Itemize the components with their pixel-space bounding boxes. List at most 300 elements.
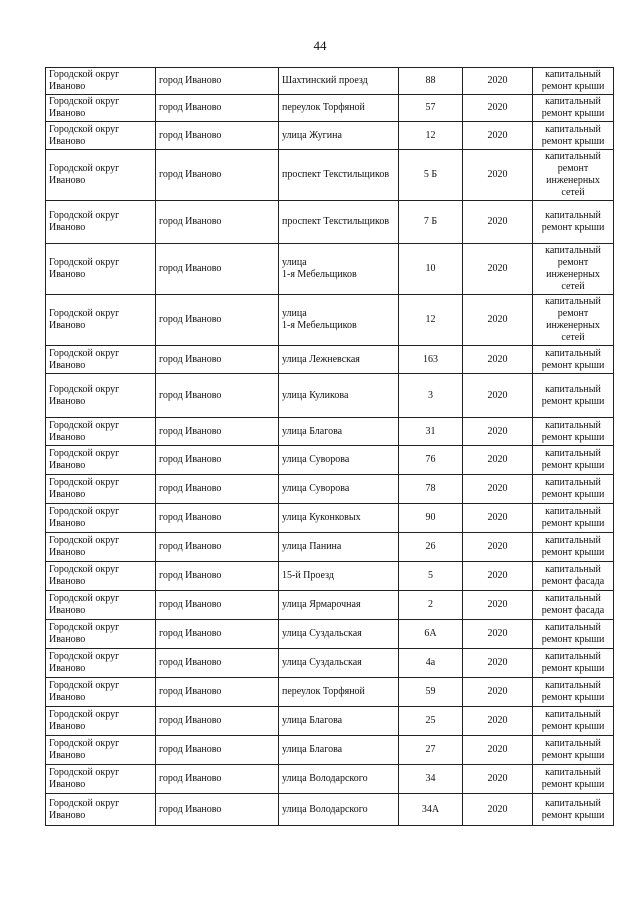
city-cell-text: город Иваново (159, 102, 222, 113)
work-type-cell (533, 68, 614, 95)
street-cell-text: улица Благова (282, 715, 343, 726)
district-cell (46, 374, 156, 418)
table-body (46, 68, 614, 826)
work-type-cell (533, 707, 614, 736)
district-cell (46, 122, 156, 150)
work-type-cell (533, 446, 614, 475)
work-type-cell-text: капитальный ремонт крыши (541, 709, 605, 732)
district-cell-text: Городской округ Иваново (49, 593, 120, 616)
district-cell (46, 95, 156, 122)
district-cell (46, 346, 156, 374)
district-cell (46, 475, 156, 504)
year-cell (463, 201, 533, 244)
work-type-cell-text: капитальный ремонт крыши (541, 347, 605, 371)
house-number-cell-text: 7 Б (423, 216, 438, 227)
table-row (46, 68, 614, 95)
city-cell-text: город Иваново (159, 129, 222, 141)
work-type-cell (533, 533, 614, 562)
house-number-cell-text: 6А (424, 628, 437, 639)
work-type-cell-text: капитальный ремонт крыши (541, 767, 605, 790)
district-cell (46, 244, 156, 295)
street-cell-text: улица Суздальская (282, 628, 362, 639)
district-cell-text: Городской округ Иваново (49, 257, 120, 280)
street-cell-text: улица 1-я Мебельщиков (282, 257, 357, 280)
house-number-cell-text: 76 (425, 454, 436, 465)
work-type-cell-text: капитальный ремонт крыши (541, 535, 605, 558)
work-type-cell-text: капитальный ремонт крыши (541, 383, 605, 407)
house-number-cell (399, 374, 463, 418)
year-cell-text: 2020 (487, 389, 508, 401)
year-cell-text: 2020 (487, 541, 508, 552)
street-cell (279, 122, 399, 150)
district-cell (46, 68, 156, 95)
city-cell (156, 68, 279, 95)
street-cell-text: Шахтинский проезд (282, 75, 368, 86)
city-cell (156, 418, 279, 446)
work-type-cell (533, 736, 614, 765)
house-number-cell (399, 765, 463, 794)
street-cell-text: улица Куконковых (282, 512, 361, 523)
work-type-cell-text: капитальный ремонт крыши (541, 622, 605, 645)
work-type-cell (533, 591, 614, 620)
year-cell-text: 2020 (487, 599, 508, 610)
year-cell (463, 707, 533, 736)
city-cell-text: город Иваново (159, 570, 222, 581)
city-cell (156, 765, 279, 794)
street-cell (279, 765, 399, 794)
year-cell (463, 122, 533, 150)
district-cell (46, 201, 156, 244)
district-cell-text: Городской округ Иваново (49, 448, 120, 471)
house-number-cell (399, 794, 463, 826)
house-number-cell-text: 34 (425, 773, 436, 784)
house-number-cell-text: 4а (425, 657, 436, 668)
year-cell (463, 446, 533, 475)
street-cell-text: переулок Торфяной (282, 686, 365, 697)
house-number-cell-text: 12 (425, 314, 436, 325)
house-number-cell (399, 244, 463, 295)
work-type-cell-text: капитальный ремонт крыши (541, 123, 605, 147)
city-cell (156, 475, 279, 504)
street-cell-text: 15-й Проезд (282, 570, 334, 581)
work-type-cell-text: капитальный ремонт крыши (541, 506, 605, 529)
city-cell (156, 346, 279, 374)
year-cell (463, 244, 533, 295)
district-cell (46, 533, 156, 562)
year-cell (463, 591, 533, 620)
district-cell (46, 562, 156, 591)
year-cell (463, 504, 533, 533)
city-cell-text: город Иваново (159, 541, 222, 552)
district-cell (46, 620, 156, 649)
district-cell (46, 504, 156, 533)
year-cell-text: 2020 (487, 216, 508, 227)
year-cell-text: 2020 (487, 425, 508, 437)
street-cell (279, 150, 399, 201)
table-row (46, 150, 614, 201)
house-number-cell-text: 3 (428, 389, 433, 401)
district-cell-text: Городской округ Иваново (49, 622, 120, 645)
city-cell-text: город Иваново (159, 628, 222, 639)
year-cell (463, 649, 533, 678)
house-number-cell (399, 504, 463, 533)
year-cell (463, 562, 533, 591)
house-number-cell (399, 707, 463, 736)
work-type-cell (533, 150, 614, 201)
year-cell (463, 346, 533, 374)
work-type-cell-text: капитальный ремонт крыши (541, 651, 605, 674)
work-type-cell-text: капитальный ремонт крыши (541, 448, 605, 471)
year-cell-text: 2020 (487, 169, 508, 180)
table-row (46, 95, 614, 122)
house-number-cell (399, 620, 463, 649)
district-cell-text: Городской округ Иваново (49, 477, 120, 500)
street-cell (279, 95, 399, 122)
district-cell-text: Городской округ Иваново (49, 383, 120, 407)
table-row (46, 201, 614, 244)
table-row (46, 504, 614, 533)
district-cell-text: Городской округ Иваново (49, 506, 120, 529)
city-cell (156, 620, 279, 649)
house-number-cell-text: 90 (425, 512, 436, 523)
city-cell (156, 707, 279, 736)
street-cell (279, 446, 399, 475)
year-cell-text: 2020 (487, 628, 508, 639)
district-cell (46, 736, 156, 765)
house-number-cell-text: 163 (423, 353, 438, 365)
table-row (46, 533, 614, 562)
city-cell-text: город Иваново (159, 389, 222, 401)
street-cell-text: улица Суворова (282, 454, 350, 465)
city-cell (156, 504, 279, 533)
year-cell (463, 295, 533, 346)
district-cell (46, 446, 156, 475)
district-cell-text: Городской округ Иваново (49, 419, 120, 443)
year-cell (463, 533, 533, 562)
work-type-cell-text: капитальный ремонт крыши (541, 738, 605, 761)
year-cell-text: 2020 (487, 314, 508, 325)
district-cell (46, 707, 156, 736)
table-row (46, 591, 614, 620)
year-cell-text: 2020 (487, 570, 508, 581)
house-number-cell (399, 95, 463, 122)
work-type-cell-text: капитальный ремонт крыши (541, 419, 605, 443)
city-cell (156, 150, 279, 201)
city-cell-text: город Иваново (159, 773, 222, 784)
street-cell-text: переулок Торфяной (282, 102, 365, 113)
city-cell (156, 95, 279, 122)
year-cell (463, 68, 533, 95)
year-cell-text: 2020 (487, 454, 508, 465)
house-number-cell-text: 27 (425, 744, 436, 755)
house-number-cell-text: 31 (425, 425, 436, 437)
city-cell-text: город Иваново (159, 483, 222, 494)
city-cell-text: город Иваново (159, 169, 222, 180)
city-cell (156, 122, 279, 150)
work-type-cell (533, 122, 614, 150)
street-cell (279, 346, 399, 374)
house-number-cell (399, 201, 463, 244)
work-type-cell-text: капитальный ремонт фасада (541, 593, 605, 616)
city-cell (156, 533, 279, 562)
house-number-cell-text: 2 (428, 599, 433, 610)
house-number-cell (399, 418, 463, 446)
table-row (46, 765, 614, 794)
house-number-cell (399, 475, 463, 504)
district-cell-text: Городской округ Иваново (49, 163, 120, 186)
repair-schedule-table (45, 67, 614, 826)
table-row (46, 475, 614, 504)
house-number-cell (399, 346, 463, 374)
district-cell-text: Городской округ Иваново (49, 308, 120, 331)
work-type-cell (533, 504, 614, 533)
district-cell (46, 765, 156, 794)
district-cell (46, 794, 156, 826)
city-cell-text: город Иваново (159, 744, 222, 755)
page-number: 44 (313, 38, 327, 53)
table-row (46, 446, 614, 475)
house-number-cell (399, 533, 463, 562)
work-type-cell (533, 95, 614, 122)
work-type-cell-text: капитальный ремонт крыши (541, 96, 605, 119)
street-cell (279, 418, 399, 446)
work-type-cell (533, 678, 614, 707)
table-row (46, 794, 614, 826)
street-cell-text: проспект Текстильщиков (282, 169, 390, 180)
work-type-cell-text: капитальный ремонт инженерных сетей (545, 245, 601, 292)
year-cell-text: 2020 (487, 483, 508, 494)
street-cell-text: улица 1-я Мебельщиков (282, 308, 357, 331)
district-cell-text: Городской округ Иваново (49, 69, 120, 92)
table-row (46, 122, 614, 150)
year-cell-text: 2020 (487, 686, 508, 697)
street-cell-text: улица Благова (282, 744, 343, 755)
year-cell (463, 95, 533, 122)
city-cell (156, 446, 279, 475)
work-type-cell-text: капитальный ремонт крыши (541, 69, 605, 92)
city-cell (156, 562, 279, 591)
house-number-cell-text: 88 (425, 75, 436, 86)
house-number-cell-text: 10 (425, 263, 436, 274)
house-number-cell (399, 678, 463, 707)
year-cell-text: 2020 (487, 803, 508, 815)
table-row (46, 418, 614, 446)
district-cell-text: Городской округ Иваново (49, 210, 120, 233)
year-cell-text: 2020 (487, 263, 508, 274)
street-cell-text: проспект Текстильщиков (282, 216, 390, 227)
city-cell-text: город Иваново (159, 657, 222, 668)
house-number-cell-text: 34А (421, 803, 440, 815)
year-cell (463, 794, 533, 826)
table-row (46, 649, 614, 678)
city-cell (156, 794, 279, 826)
work-type-cell (533, 649, 614, 678)
district-cell-text: Городской округ Иваново (49, 564, 120, 587)
year-cell-text: 2020 (487, 512, 508, 523)
house-number-cell-text: 5 (428, 570, 433, 581)
table-row (46, 620, 614, 649)
district-cell-text: Городской округ Иваново (49, 123, 120, 147)
house-number-cell (399, 649, 463, 678)
street-cell (279, 504, 399, 533)
work-type-cell-text: капитальный ремонт крыши (541, 210, 605, 233)
house-number-cell (399, 68, 463, 95)
street-cell (279, 649, 399, 678)
street-cell-text: улица Панина (282, 541, 342, 552)
district-cell (46, 295, 156, 346)
work-type-cell (533, 374, 614, 418)
house-number-cell-text: 26 (425, 541, 436, 552)
district-cell (46, 418, 156, 446)
work-type-cell (533, 295, 614, 346)
house-number-cell (399, 150, 463, 201)
street-cell (279, 736, 399, 765)
street-cell-text: улица Жугина (282, 129, 342, 141)
work-type-cell (533, 475, 614, 504)
city-cell-text: город Иваново (159, 454, 222, 465)
street-cell (279, 201, 399, 244)
year-cell-text: 2020 (487, 353, 508, 365)
street-cell (279, 620, 399, 649)
year-cell-text: 2020 (487, 129, 508, 141)
street-cell (279, 475, 399, 504)
work-type-cell (533, 562, 614, 591)
district-cell (46, 150, 156, 201)
street-cell-text: улица Благова (282, 425, 343, 437)
table-row (46, 346, 614, 374)
table-row (46, 374, 614, 418)
city-cell-text: город Иваново (159, 353, 222, 365)
street-cell-text: улица Володарского (282, 803, 368, 815)
table-row (46, 295, 614, 346)
work-type-cell (533, 418, 614, 446)
district-cell-text: Городской округ Иваново (49, 347, 120, 371)
street-cell (279, 533, 399, 562)
work-type-cell-text: капитальный ремонт крыши (541, 797, 605, 821)
city-cell-text: город Иваново (159, 75, 222, 86)
district-cell (46, 591, 156, 620)
table-row (46, 244, 614, 295)
city-cell-text: город Иваново (159, 599, 222, 610)
work-type-cell-text: капитальный ремонт инженерных сетей (545, 296, 601, 343)
house-number-cell (399, 295, 463, 346)
house-number-cell-text: 12 (425, 129, 436, 141)
city-cell-text: город Иваново (159, 314, 222, 325)
table-row (46, 562, 614, 591)
street-cell-text: улица Суворова (282, 483, 350, 494)
city-cell (156, 374, 279, 418)
house-number-cell-text: 78 (425, 483, 436, 494)
table-row (46, 678, 614, 707)
district-cell-text: Городской округ Иваново (49, 651, 120, 674)
city-cell-text: город Иваново (159, 425, 222, 437)
street-cell (279, 591, 399, 620)
year-cell (463, 418, 533, 446)
city-cell (156, 244, 279, 295)
work-type-cell (533, 620, 614, 649)
work-type-cell-text: капитальный ремонт фасада (541, 564, 605, 587)
district-cell-text: Городской округ Иваново (49, 797, 120, 821)
house-number-cell (399, 122, 463, 150)
house-number-cell (399, 562, 463, 591)
table-row (46, 736, 614, 765)
street-cell (279, 562, 399, 591)
street-cell (279, 295, 399, 346)
city-cell-text: город Иваново (159, 512, 222, 523)
year-cell (463, 765, 533, 794)
city-cell (156, 591, 279, 620)
house-number-cell (399, 446, 463, 475)
district-cell (46, 649, 156, 678)
street-cell (279, 68, 399, 95)
street-cell (279, 794, 399, 826)
city-cell (156, 736, 279, 765)
work-type-cell-text: капитальный ремонт инженерных сетей (545, 151, 601, 198)
city-cell-text: город Иваново (159, 216, 222, 227)
city-cell (156, 678, 279, 707)
house-number-cell-text: 59 (425, 686, 436, 697)
city-cell (156, 295, 279, 346)
district-cell (46, 678, 156, 707)
street-cell-text: улица Куликова (282, 389, 349, 401)
house-number-cell-text: 57 (425, 102, 436, 113)
year-cell-text: 2020 (487, 75, 508, 86)
work-type-cell-text: капитальный ремонт крыши (541, 477, 605, 500)
work-type-cell (533, 201, 614, 244)
work-type-cell (533, 765, 614, 794)
year-cell (463, 678, 533, 707)
city-cell (156, 649, 279, 678)
street-cell-text: улица Володарского (282, 773, 368, 784)
year-cell-text: 2020 (487, 744, 508, 755)
district-cell-text: Городской округ Иваново (49, 709, 120, 732)
year-cell (463, 150, 533, 201)
house-number-cell-text: 5 Б (423, 169, 438, 180)
year-cell-text: 2020 (487, 773, 508, 784)
district-cell-text: Городской округ Иваново (49, 96, 120, 119)
year-cell (463, 620, 533, 649)
city-cell-text: город Иваново (159, 686, 222, 697)
year-cell-text: 2020 (487, 715, 508, 726)
street-cell (279, 244, 399, 295)
house-number-cell-text: 25 (425, 715, 436, 726)
district-cell-text: Городской округ Иваново (49, 738, 120, 761)
year-cell (463, 736, 533, 765)
city-cell (156, 201, 279, 244)
district-cell-text: Городской округ Иваново (49, 767, 120, 790)
district-cell-text: Городской округ Иваново (49, 535, 120, 558)
city-cell-text: город Иваново (159, 263, 222, 274)
street-cell (279, 707, 399, 736)
year-cell (463, 475, 533, 504)
year-cell-text: 2020 (487, 102, 508, 113)
table-row (46, 707, 614, 736)
street-cell-text: улица Суздальская (282, 657, 362, 668)
work-type-cell (533, 794, 614, 826)
district-cell-text: Городской округ Иваново (49, 680, 120, 703)
work-type-cell (533, 244, 614, 295)
house-number-cell (399, 736, 463, 765)
street-cell-text: улица Лежневская (282, 353, 360, 365)
year-cell-text: 2020 (487, 657, 508, 668)
year-cell (463, 374, 533, 418)
street-cell (279, 678, 399, 707)
work-type-cell (533, 346, 614, 374)
street-cell (279, 374, 399, 418)
city-cell-text: город Иваново (159, 803, 222, 815)
work-type-cell-text: капитальный ремонт крыши (541, 680, 605, 703)
house-number-cell (399, 591, 463, 620)
